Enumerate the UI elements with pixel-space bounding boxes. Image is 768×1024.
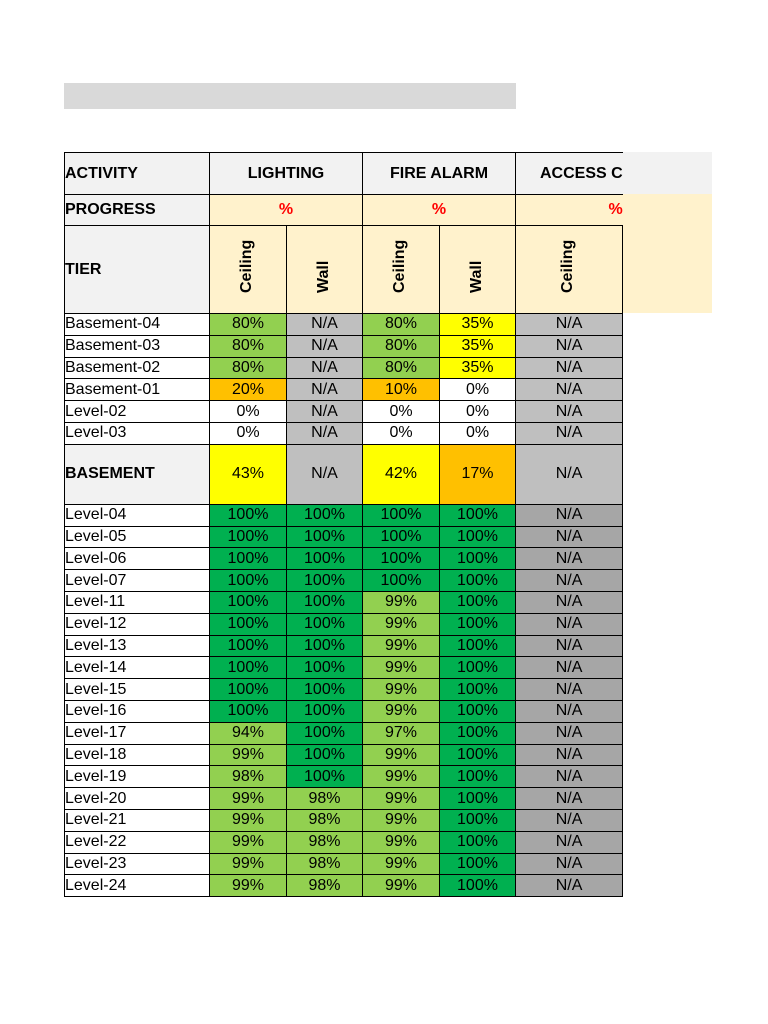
- fire-alarm-wall-cell: 100%: [440, 766, 516, 788]
- tier-name-cell: Basement-02: [65, 357, 210, 379]
- lighting-ceiling-cell: 99%: [210, 875, 287, 897]
- fire-alarm-wall-cell: 100%: [440, 657, 516, 679]
- lighting-ceiling-cell: 100%: [210, 679, 287, 701]
- tier-name-cell: Level-12: [65, 613, 210, 635]
- fire-alarm-wall-cell: 0%: [440, 422, 516, 444]
- lighting-ceiling-header: Ceiling: [210, 226, 287, 314]
- tier-name-cell: Level-19: [65, 766, 210, 788]
- table-row: [65, 831, 623, 853]
- lighting-ceiling-cell: 99%: [210, 809, 287, 831]
- lighting-wall-cell: 98%: [287, 831, 363, 853]
- header-overflow-fill: [614, 152, 712, 194]
- fire-alarm-ceiling-cell: 100%: [363, 570, 440, 592]
- access-control-ceiling-header: Ceiling: [516, 226, 623, 314]
- fire-alarm-wall-cell: 35%: [440, 314, 516, 336]
- table-row: [65, 379, 623, 401]
- lighting-wall-cell: 100%: [287, 657, 363, 679]
- tier-name-cell: Level-24: [65, 875, 210, 897]
- lighting-wall-cell: 100%: [287, 635, 363, 657]
- table-row: [65, 853, 623, 875]
- tier-name-cell: Level-02: [65, 401, 210, 423]
- access-control-ceiling-cell: N/A: [516, 401, 623, 423]
- tier-name-cell: BASEMENT: [65, 444, 210, 504]
- fire-alarm-wall-cell: 100%: [440, 591, 516, 613]
- fire-alarm-wall-cell: 100%: [440, 875, 516, 897]
- fire-alarm-ceiling-cell: 99%: [363, 875, 440, 897]
- fire-alarm-ceiling-cell: 99%: [363, 679, 440, 701]
- table-row: [65, 700, 623, 722]
- access-control-ceiling-cell: N/A: [516, 635, 623, 657]
- lighting-ceiling-cell: 99%: [210, 744, 287, 766]
- fire-alarm-wall-cell: 0%: [440, 401, 516, 423]
- fire-alarm-ceiling-cell: 99%: [363, 766, 440, 788]
- fire-alarm-header: FIRE ALARM: [363, 153, 516, 195]
- fire-alarm-wall-cell: 100%: [440, 504, 516, 526]
- lighting-ceiling-cell: 20%: [210, 379, 287, 401]
- activity-label: ACTIVITY: [65, 153, 210, 195]
- fire-alarm-ceiling-cell: 99%: [363, 744, 440, 766]
- fire-alarm-ceiling-cell: 0%: [363, 401, 440, 423]
- lighting-ceiling-cell: 100%: [210, 657, 287, 679]
- table-row: [65, 548, 623, 570]
- fire-alarm-ceiling-cell: 99%: [363, 635, 440, 657]
- sheet-title-bar: [64, 83, 516, 109]
- access-control-ceiling-cell: N/A: [516, 788, 623, 810]
- fire-alarm-ceiling-cell: 99%: [363, 853, 440, 875]
- fire-alarm-ceiling-cell: 100%: [363, 548, 440, 570]
- fire-alarm-wall-cell: 35%: [440, 335, 516, 357]
- lighting-ceiling-cell: 94%: [210, 722, 287, 744]
- table-row: [65, 679, 623, 701]
- lighting-wall-cell: 100%: [287, 766, 363, 788]
- access-control-ceiling-cell: N/A: [516, 831, 623, 853]
- lighting-wall-cell: N/A: [287, 314, 363, 336]
- lighting-wall-cell: 100%: [287, 570, 363, 592]
- table-row: [65, 744, 623, 766]
- fire-alarm-ceiling-cell: 80%: [363, 335, 440, 357]
- access-control-ceiling-cell: N/A: [516, 875, 623, 897]
- lighting-ceiling-cell: 80%: [210, 314, 287, 336]
- access-control-ceiling-cell: N/A: [516, 657, 623, 679]
- lighting-ceiling-cell: 0%: [210, 422, 287, 444]
- access-control-ceiling-cell: N/A: [516, 314, 623, 336]
- fire-alarm-wall-cell: 100%: [440, 853, 516, 875]
- fire-alarm-ceiling-cell: 99%: [363, 700, 440, 722]
- lighting-wall-cell: 100%: [287, 526, 363, 548]
- activity-header-row: [65, 153, 623, 195]
- lighting-wall-cell: 100%: [287, 722, 363, 744]
- lighting-wall-cell: N/A: [287, 335, 363, 357]
- lighting-percent: %: [210, 195, 363, 226]
- lighting-ceiling-cell: 99%: [210, 853, 287, 875]
- lighting-wall-cell: 100%: [287, 700, 363, 722]
- lighting-wall-cell: 100%: [287, 591, 363, 613]
- access-control-ceiling-cell: N/A: [516, 613, 623, 635]
- tier-name-cell: Basement-03: [65, 335, 210, 357]
- tier-name-cell: Level-22: [65, 831, 210, 853]
- summary-row: [65, 444, 623, 504]
- progress-label: PROGRESS: [65, 195, 210, 226]
- tier-name-cell: Level-16: [65, 700, 210, 722]
- table-row: [65, 875, 623, 897]
- fire-alarm-ceiling-cell: 42%: [363, 444, 440, 504]
- fire-alarm-wall-cell: 100%: [440, 570, 516, 592]
- tier-header-row: [65, 226, 623, 314]
- fire-alarm-ceiling-cell: 10%: [363, 379, 440, 401]
- fire-alarm-ceiling-cell: 99%: [363, 809, 440, 831]
- access-control-ceiling-cell: N/A: [516, 744, 623, 766]
- table-row: [65, 766, 623, 788]
- lighting-ceiling-cell: 99%: [210, 831, 287, 853]
- lighting-wall-cell: N/A: [287, 379, 363, 401]
- fire-alarm-wall-cell: 100%: [440, 526, 516, 548]
- tier-name-cell: Level-11: [65, 591, 210, 613]
- table-row: [65, 788, 623, 810]
- access-control-ceiling-cell: N/A: [516, 853, 623, 875]
- tier-name-cell: Level-06: [65, 548, 210, 570]
- lighting-wall-cell: N/A: [287, 422, 363, 444]
- fire-alarm-wall-cell: 100%: [440, 635, 516, 657]
- fire-alarm-ceiling-cell: 100%: [363, 504, 440, 526]
- access-control-percent: %: [516, 195, 623, 226]
- lighting-ceiling-cell: 100%: [210, 613, 287, 635]
- fire-alarm-percent: %: [363, 195, 516, 226]
- access-control-ceiling-cell: N/A: [516, 570, 623, 592]
- progress-table: [64, 152, 623, 897]
- lighting-ceiling-cell: 43%: [210, 444, 287, 504]
- fire-alarm-ceiling-header: Ceiling: [363, 226, 440, 314]
- lighting-ceiling-cell: 100%: [210, 548, 287, 570]
- fire-alarm-wall-cell: 100%: [440, 744, 516, 766]
- lighting-wall-cell: 98%: [287, 788, 363, 810]
- progress-overflow-fill: [614, 194, 712, 313]
- lighting-ceiling-cell: 100%: [210, 700, 287, 722]
- table-row: [65, 357, 623, 379]
- tier-name-cell: Level-03: [65, 422, 210, 444]
- access-control-ceiling-cell: N/A: [516, 504, 623, 526]
- fire-alarm-wall-cell: 100%: [440, 788, 516, 810]
- fire-alarm-ceiling-cell: 80%: [363, 357, 440, 379]
- fire-alarm-ceiling-cell: 80%: [363, 314, 440, 336]
- table-row: [65, 526, 623, 548]
- fire-alarm-wall-cell: 0%: [440, 379, 516, 401]
- fire-alarm-wall-cell: 100%: [440, 809, 516, 831]
- access-control-ceiling-cell: N/A: [516, 526, 623, 548]
- tier-name-cell: Level-23: [65, 853, 210, 875]
- fire-alarm-ceiling-cell: 0%: [363, 422, 440, 444]
- lighting-wall-header: Wall: [287, 226, 363, 314]
- lighting-wall-cell: 98%: [287, 875, 363, 897]
- fire-alarm-ceiling-cell: 99%: [363, 613, 440, 635]
- fire-alarm-ceiling-cell: 99%: [363, 657, 440, 679]
- lighting-wall-cell: 100%: [287, 744, 363, 766]
- tier-name-cell: Level-21: [65, 809, 210, 831]
- access-control-ceiling-cell: N/A: [516, 444, 623, 504]
- tier-name-cell: Level-04: [65, 504, 210, 526]
- access-control-ceiling-cell: N/A: [516, 357, 623, 379]
- fire-alarm-ceiling-cell: 100%: [363, 526, 440, 548]
- lighting-header: LIGHTING: [210, 153, 363, 195]
- tier-name-cell: Level-18: [65, 744, 210, 766]
- access-control-ceiling-cell: N/A: [516, 700, 623, 722]
- fire-alarm-wall-cell: 100%: [440, 700, 516, 722]
- lighting-ceiling-cell: 80%: [210, 357, 287, 379]
- lighting-wall-cell: N/A: [287, 444, 363, 504]
- fire-alarm-ceiling-cell: 99%: [363, 591, 440, 613]
- tier-name-cell: Basement-04: [65, 314, 210, 336]
- table-row: [65, 314, 623, 336]
- fire-alarm-wall-cell: 35%: [440, 357, 516, 379]
- access-control-ceiling-cell: N/A: [516, 591, 623, 613]
- lighting-wall-cell: 100%: [287, 504, 363, 526]
- table-row: [65, 613, 623, 635]
- fire-alarm-wall-cell: 100%: [440, 722, 516, 744]
- fire-alarm-ceiling-cell: 99%: [363, 831, 440, 853]
- fire-alarm-wall-cell: 100%: [440, 548, 516, 570]
- access-control-ceiling-cell: N/A: [516, 766, 623, 788]
- lighting-ceiling-cell: 80%: [210, 335, 287, 357]
- access-control-ceiling-cell: N/A: [516, 379, 623, 401]
- table-row: [65, 809, 623, 831]
- tier-name-cell: Level-07: [65, 570, 210, 592]
- lighting-ceiling-cell: 100%: [210, 635, 287, 657]
- lighting-wall-cell: 98%: [287, 809, 363, 831]
- tier-name-cell: Basement-01: [65, 379, 210, 401]
- lighting-wall-cell: 98%: [287, 853, 363, 875]
- tier-name-cell: Level-20: [65, 788, 210, 810]
- access-control-ceiling-cell: N/A: [516, 548, 623, 570]
- table-row: [65, 335, 623, 357]
- access-control-ceiling-cell: N/A: [516, 335, 623, 357]
- table-row: [65, 422, 623, 444]
- table-row: [65, 722, 623, 744]
- lighting-ceiling-cell: 100%: [210, 504, 287, 526]
- table-row: [65, 401, 623, 423]
- access-control-ceiling-cell: N/A: [516, 809, 623, 831]
- lighting-ceiling-cell: 100%: [210, 526, 287, 548]
- tier-name-cell: Level-15: [65, 679, 210, 701]
- lighting-ceiling-cell: 100%: [210, 591, 287, 613]
- access-control-header: ACCESS C: [516, 153, 623, 195]
- table-row: [65, 570, 623, 592]
- lighting-wall-cell: 100%: [287, 679, 363, 701]
- lighting-wall-cell: N/A: [287, 357, 363, 379]
- tier-name-cell: Level-13: [65, 635, 210, 657]
- fire-alarm-ceiling-cell: 99%: [363, 788, 440, 810]
- fire-alarm-wall-cell: 100%: [440, 613, 516, 635]
- tier-name-cell: Level-14: [65, 657, 210, 679]
- lighting-ceiling-cell: 100%: [210, 570, 287, 592]
- tier-name-cell: Level-17: [65, 722, 210, 744]
- fire-alarm-wall-cell: 100%: [440, 831, 516, 853]
- lighting-ceiling-cell: 98%: [210, 766, 287, 788]
- lighting-ceiling-cell: 0%: [210, 401, 287, 423]
- access-control-ceiling-cell: N/A: [516, 422, 623, 444]
- lighting-wall-cell: 100%: [287, 613, 363, 635]
- table-row: [65, 591, 623, 613]
- fire-alarm-wall-header: Wall: [440, 226, 516, 314]
- access-control-ceiling-cell: N/A: [516, 722, 623, 744]
- lighting-wall-cell: N/A: [287, 401, 363, 423]
- access-control-ceiling-cell: N/A: [516, 679, 623, 701]
- lighting-ceiling-cell: 99%: [210, 788, 287, 810]
- lighting-wall-cell: 100%: [287, 548, 363, 570]
- fire-alarm-wall-cell: 17%: [440, 444, 516, 504]
- progress-header-row: [65, 195, 623, 226]
- table-row: [65, 635, 623, 657]
- fire-alarm-wall-cell: 100%: [440, 679, 516, 701]
- table-row: [65, 504, 623, 526]
- tier-label: TIER: [65, 226, 210, 314]
- tier-name-cell: Level-05: [65, 526, 210, 548]
- fire-alarm-ceiling-cell: 97%: [363, 722, 440, 744]
- table-row: [65, 657, 623, 679]
